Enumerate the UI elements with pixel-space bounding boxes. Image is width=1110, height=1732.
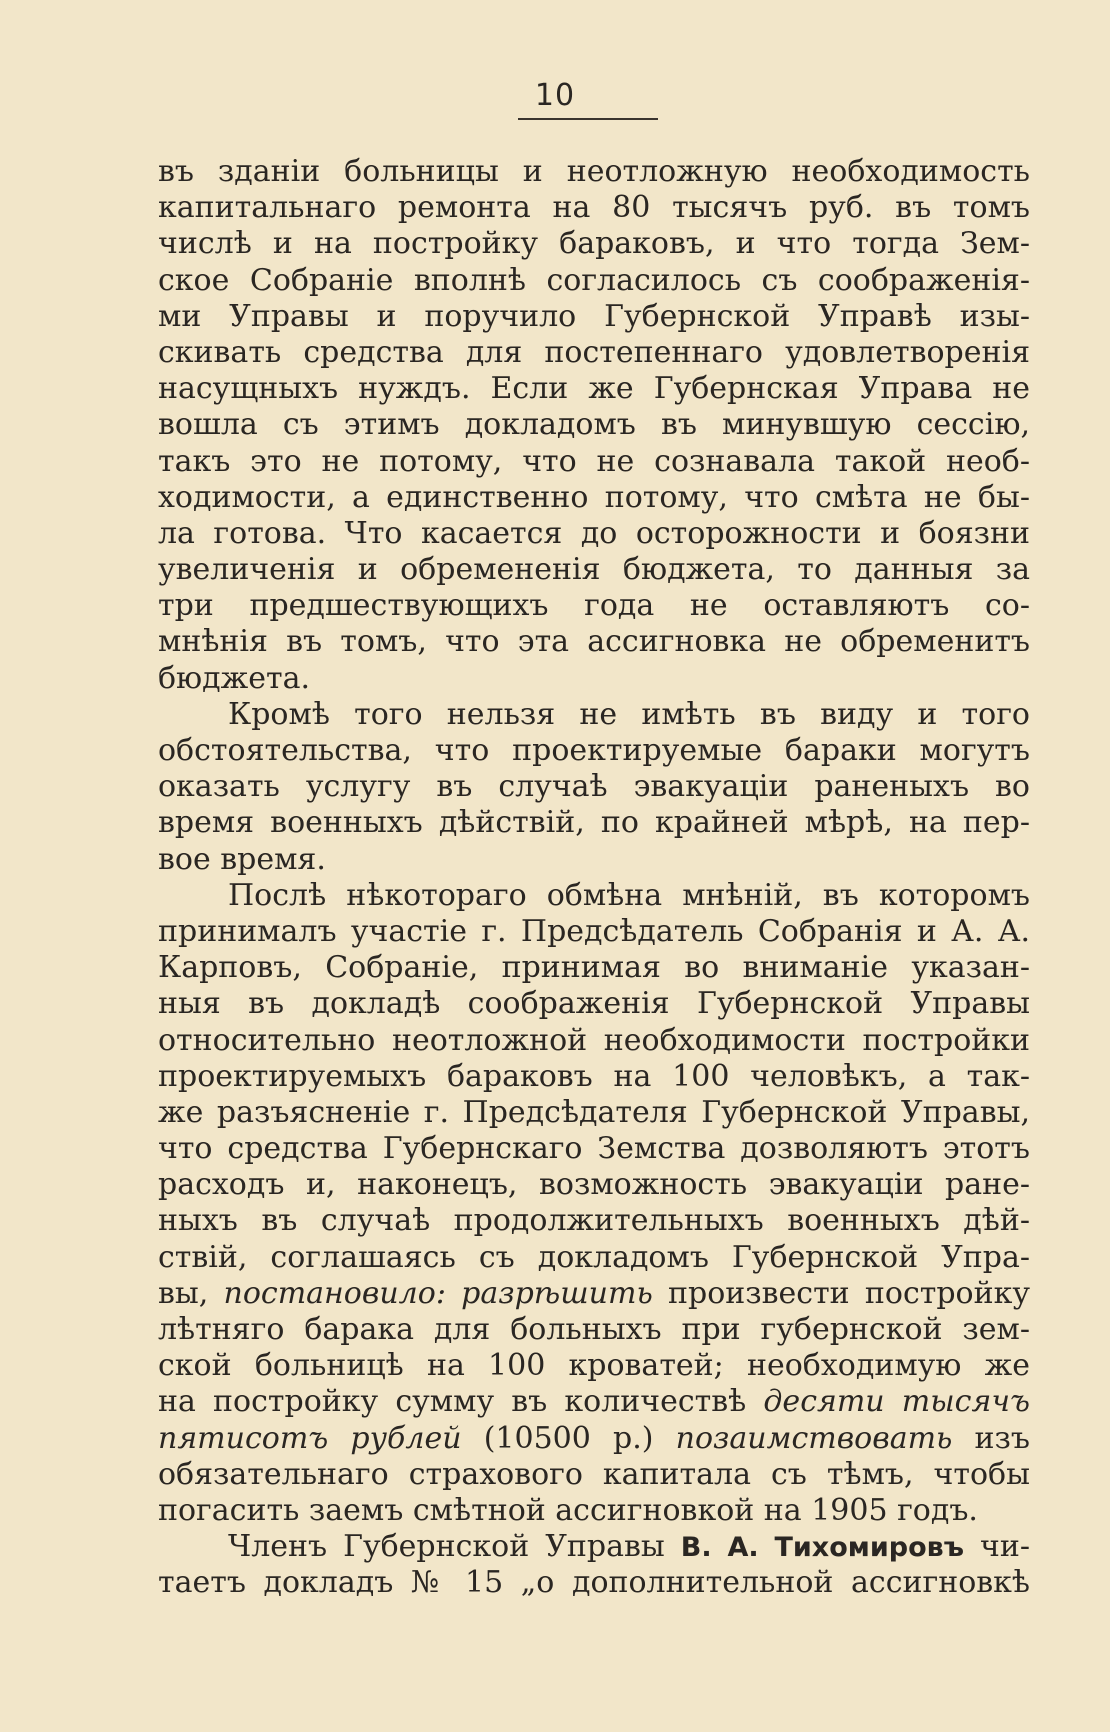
text-line: три предшествующихъ года не оставляютъ со- [158,588,1030,624]
text-line: время военныхъ дѣйствій, по крайней мѣрѣ, на пер- [158,805,1030,841]
text-line: Послѣ нѣкотораго обмѣна мнѣній, въ которомъ [228,877,1030,913]
text-line: относительно неотложной необходимости постройки [158,1022,1030,1058]
text-line: такъ это не потому, что не сознавала такой необ- [158,443,1030,479]
text-line: Карповъ, Собраніе, принимая во вниманіе указан- [158,950,1030,986]
body-text [158,154,1030,1602]
text-line: же разъясненіе г. Предсѣдателя Губернской Управы, [158,1094,1030,1130]
text-line [158,1421,1030,1457]
page-number: 10 [534,78,576,113]
text-line: таетъ докладъ № 15 „о дополнительной ассигновкѣ [158,1565,1030,1601]
text-line: Кромѣ того нельзя не имѣть въ виду и того [228,696,1030,732]
text-line: скивать средства для постепеннаго удовлетворенія [158,334,1030,370]
text-run: вы, [158,1275,224,1311]
text-line: бюджета. [158,660,311,696]
text-run: произвести постройку [652,1275,1031,1311]
text-line: погасить заемъ смѣтной ассигновкой на 1905 годъ. [158,1492,978,1528]
text-run: Членъ Губернской Управы [228,1529,681,1565]
text-run: (10500 р.) [461,1420,676,1456]
text-run: чи- [964,1529,1030,1565]
text-line: лѣтняго барака для больныхъ при губернской зем- [158,1312,1030,1347]
text-line [158,1276,1030,1312]
text-run: на постройку сумму въ количествѣ [158,1384,764,1420]
text-line: ми Управы и поручило Губернской Управѣ изы- [158,298,1030,334]
text-line: ныя въ докладѣ соображенія Губернской Управы [158,986,1030,1022]
text-line: мнѣнія въ томъ, что эта ассигновка не обременитъ [158,624,1030,660]
text-line: ской больницѣ на 100 кроватей; необходимую же [158,1348,1030,1384]
text-line: вое время. [158,841,326,877]
text-line: принималъ участіе г. Предсѣдатель Собранія и А. А. [158,913,1030,949]
text-line: проектируемыхъ бараковъ на 100 человѣкъ, а так- [158,1058,1030,1094]
text-line [158,1529,1030,1565]
text-run: изъ [952,1420,1030,1456]
italic-run: десяти тысячъ [763,1384,1030,1420]
text-line: ходимости, а единственно потому, что смѣта не бы- [158,479,1030,515]
text-line: увеличенія и обремененія бюджета, то данныя за [158,552,1030,588]
text-line: вошла съ этимъ докладомъ въ минувшую сессію, [158,407,1030,443]
text-line: ствій, соглашаясь съ докладомъ Губернской Упра- [158,1239,1030,1275]
text-line: расходъ и, наконецъ, возможность эвакуаціи ране- [158,1167,1030,1203]
text-line: ныхъ въ случаѣ продолжительныхъ военныхъ дѣй- [158,1203,1030,1239]
italic-run: пятисотъ рублей [158,1420,462,1456]
text-line: обстоятельства, что проектируемые бараки могутъ [158,733,1030,768]
text-line: числѣ и на постройку бараковъ, и что тогда Зем- [158,226,1030,262]
page-number-rule [518,118,658,120]
text-line: насущныхъ нуждъ. Если же Губернская Управа не [158,371,1030,407]
text-line: ское Собраніе вполнѣ согласилось съ соображенія- [158,262,1030,298]
text-line: капитальнаго ремонта на 80 тысячъ руб. въ томъ [158,190,1030,226]
italic-run: позаимствовать [675,1420,953,1456]
text-line: ла готова. Что касается до осторожности и боязни [158,515,1030,551]
text-line [158,1384,1030,1420]
speaker-name: В. А. Тихомировъ [680,1532,965,1564]
text-line: оказать услугу въ случаѣ эвакуаціи раненыхъ во [158,769,1030,805]
text-line: обязательнаго страхового капитала съ тѣмъ, чтобы [158,1456,1030,1492]
text-line: въ зданіи больницы и неотложную необходимость [158,154,1030,189]
italic-run: постановило: разрѣшить [223,1275,653,1311]
text-line: что средства Губернскаго Земства дозволяютъ этотъ [158,1131,1030,1167]
